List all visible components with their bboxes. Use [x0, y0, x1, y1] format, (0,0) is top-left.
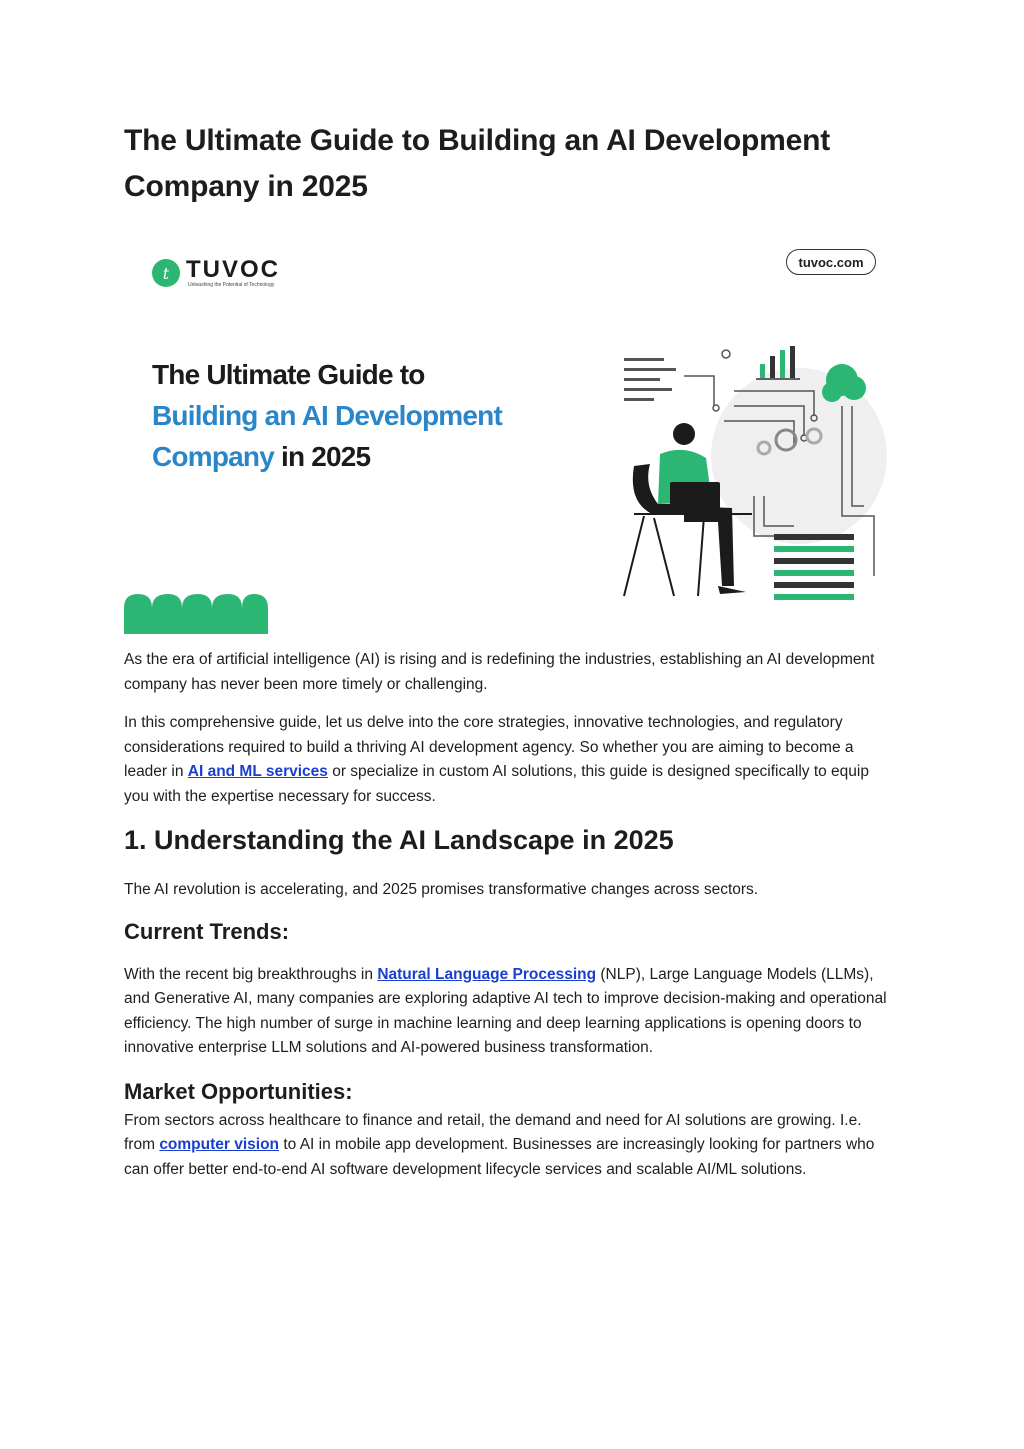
logo-name: TUVOC [186, 256, 280, 283]
intro-paragraph-1: As the era of artificial intelligence (AI) is rising and is redefining the industries, establishing an AI development company has never been more timely or challenging. [124, 651, 875, 693]
current-trends-paragraph: With the recent big breakthroughs in Natural Language Processing (NLP), Large Language Models (LLMs), and Generative AI, many companies are exploring adaptive AI tech to improve decision-making and operational efficiency. The high number of surge in machine learning and deep learning applications is opening doors to innovative enterprise LLM solutions and AI-powered business transformation. [124, 965, 887, 1056]
banner-heading-line-2: Building an AI Development [152, 400, 502, 431]
page-title [124, 118, 894, 210]
hero-banner [124, 240, 894, 636]
banner-heading [152, 354, 502, 477]
domain-badge: tuvoc.com [786, 249, 876, 275]
banner-heading-line-3-dark: in 2025 [273, 441, 371, 472]
banner-heading-line-1: The Ultimate Guide to [152, 359, 425, 390]
server-stack-icon [774, 534, 854, 600]
tuvoc-logo [152, 258, 280, 288]
ai-ml-services-link[interactable]: AI and ML services [187, 763, 328, 780]
logo-mark-icon [152, 259, 180, 287]
code-lines-icon [624, 358, 676, 401]
market-opportunities-paragraph: From sectors across healthcare to finance and retail, the demand and need for AI solutions are growing. I.e. from computer vision to AI in mobile app development. Businesses are increasingly looking for partners who can offer better end-to-end AI software development lifecycle services and scalable AI/ML solutions. [124, 1111, 875, 1178]
logo-tagline: Unleashing the Potential of Technology [188, 282, 275, 288]
logo-mark-letter: t [162, 263, 170, 283]
title-line-1: The Ultimate Guide to Building an AI Development [124, 124, 831, 157]
market-opportunities-heading: Market Opportunities: [124, 1078, 353, 1104]
current-trends-heading: Current Trends: [124, 918, 290, 944]
ai-developer-illustration-icon [614, 336, 894, 606]
computer-vision-link[interactable]: computer vision [159, 1136, 280, 1153]
document-header [124, 118, 894, 210]
green-scallop-decoration [124, 594, 268, 634]
section-1-heading: 1. Understanding the AI Landscape in 2025 [124, 825, 674, 855]
section-1-paragraph: The AI revolution is accelerating, and 2025 promises transformative changes across sectors. [124, 881, 759, 898]
title-line-2: Company in 2025 [124, 170, 368, 203]
intro-paragraph-2: In this comprehensive guide, let us delve into the core strategies, innovative technologies, and regulatory considerations required to build a thriving AI development agency. So whether you are aiming to become a leader in AI and ML services or specialize in custom AI solutions, this guide is designed specifically to equip you with the expertise necessary for success. [124, 714, 869, 805]
banner-heading-line-3-blue: Company [152, 441, 274, 472]
article-body [124, 648, 894, 1196]
nlp-link[interactable]: Natural Language Processing [377, 965, 597, 983]
